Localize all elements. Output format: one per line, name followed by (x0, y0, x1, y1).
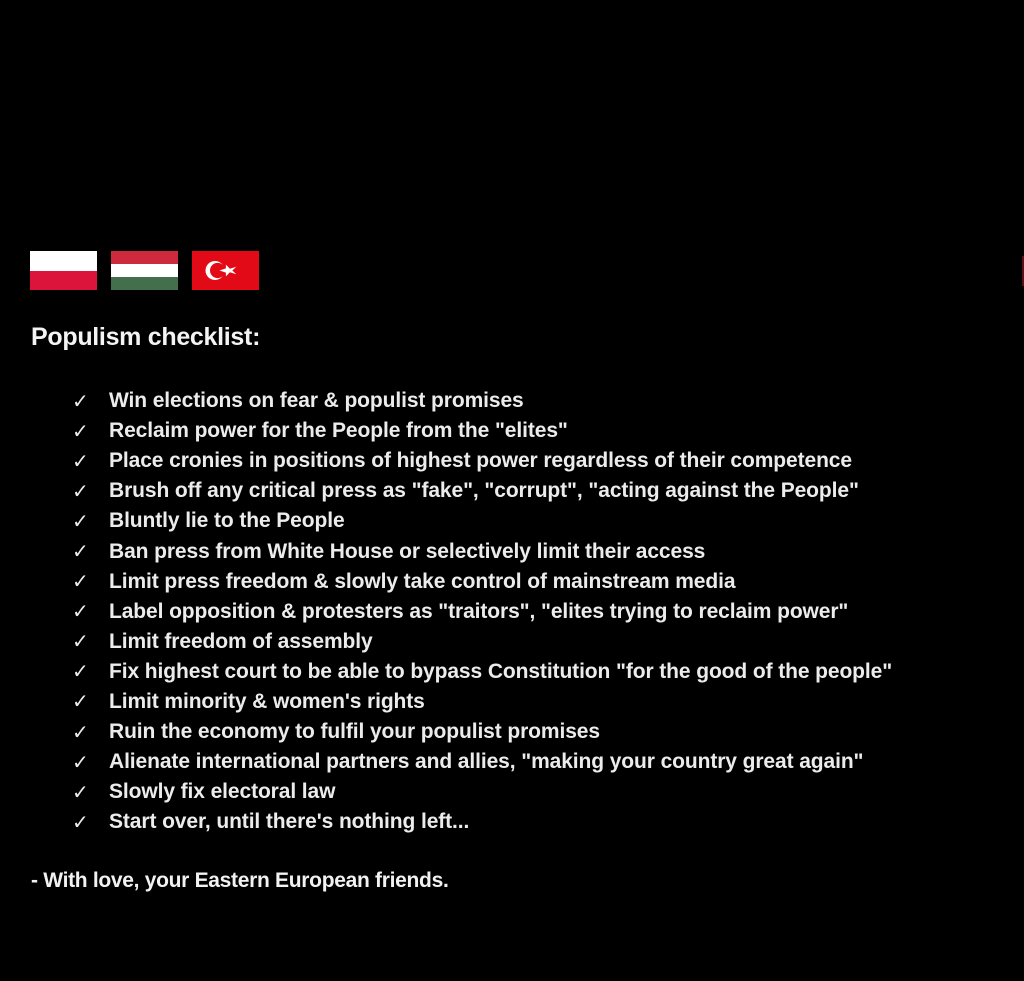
checklist-item-label: Alienate international partners and allies, "making your country great again" (109, 750, 864, 774)
checklist-item-label: Label opposition & protesters as "traitors", "elites trying to reclaim power" (109, 599, 849, 623)
checklist-item (72, 807, 892, 837)
checkmark-icon: ✓ (72, 721, 89, 744)
checklist-item (72, 597, 892, 627)
checkmark-icon: ✓ (72, 510, 89, 533)
checklist-item (72, 567, 892, 597)
checklist-item-label: Win elections on fear & populist promises (109, 389, 524, 413)
checklist-item (72, 536, 892, 566)
checkmark-icon: ✓ (72, 811, 89, 834)
checkmark-icon: ✓ (72, 420, 89, 443)
checklist-item (72, 627, 892, 657)
checklist-item-label: Brush off any critical press as "fake", "corrupt", "acting against the People" (109, 479, 859, 503)
checkmark-icon: ✓ (72, 691, 89, 714)
checkmark-icon: ✓ (72, 751, 89, 774)
checkmark-icon: ✓ (72, 541, 89, 564)
checkmark-icon: ✓ (72, 571, 89, 594)
checklist-item (72, 476, 892, 506)
checklist-item-label: Limit freedom of assembly (109, 629, 373, 653)
flags-row (30, 251, 259, 290)
checklist (72, 386, 892, 837)
checklist-item-label: Limit minority & women's rights (109, 689, 425, 713)
checkmark-icon: ✓ (72, 661, 89, 684)
checklist-item (72, 446, 892, 476)
checklist-item-label: Ban press from White House or selectively limit their access (109, 539, 706, 563)
turkey-flag-icon (192, 251, 259, 290)
checklist-item (72, 386, 892, 416)
checklist-item (72, 717, 892, 747)
checklist-item (72, 747, 892, 777)
checklist-item-label: Fix highest court to be able to bypass Constitution "for the good of the people" (109, 659, 893, 683)
checklist-item-label: Limit press freedom & slowly take control of mainstream media (109, 569, 736, 593)
checkmark-icon: ✓ (72, 390, 89, 413)
checklist-heading: Populism checklist: (31, 323, 261, 351)
checklist-item (72, 687, 892, 717)
checkmark-icon: ✓ (72, 450, 89, 473)
checkmark-icon: ✓ (72, 480, 89, 503)
checkmark-icon: ✓ (72, 631, 89, 654)
checklist-item-label: Ruin the economy to fulfil your populist promises (109, 720, 600, 744)
checklist-item (72, 657, 892, 687)
hungary-flag-icon (111, 251, 178, 290)
signoff-text: - With love, your Eastern European friends. (31, 869, 449, 892)
checklist-item-label: Reclaim power for the People from the "elites" (109, 419, 568, 443)
checklist-item-label: Start over, until there's nothing left... (109, 810, 470, 834)
checklist-item-label: Bluntly lie to the People (109, 509, 345, 533)
checkmark-icon: ✓ (72, 601, 89, 624)
checklist-item (72, 416, 892, 446)
checklist-item (72, 777, 892, 807)
checklist-item (72, 506, 892, 536)
checklist-item-label: Slowly fix electoral law (109, 780, 336, 804)
poland-flag-icon (30, 251, 97, 290)
checklist-item-label: Place cronies in positions of highest power regardless of their competence (109, 449, 852, 473)
checkmark-icon: ✓ (72, 781, 89, 804)
